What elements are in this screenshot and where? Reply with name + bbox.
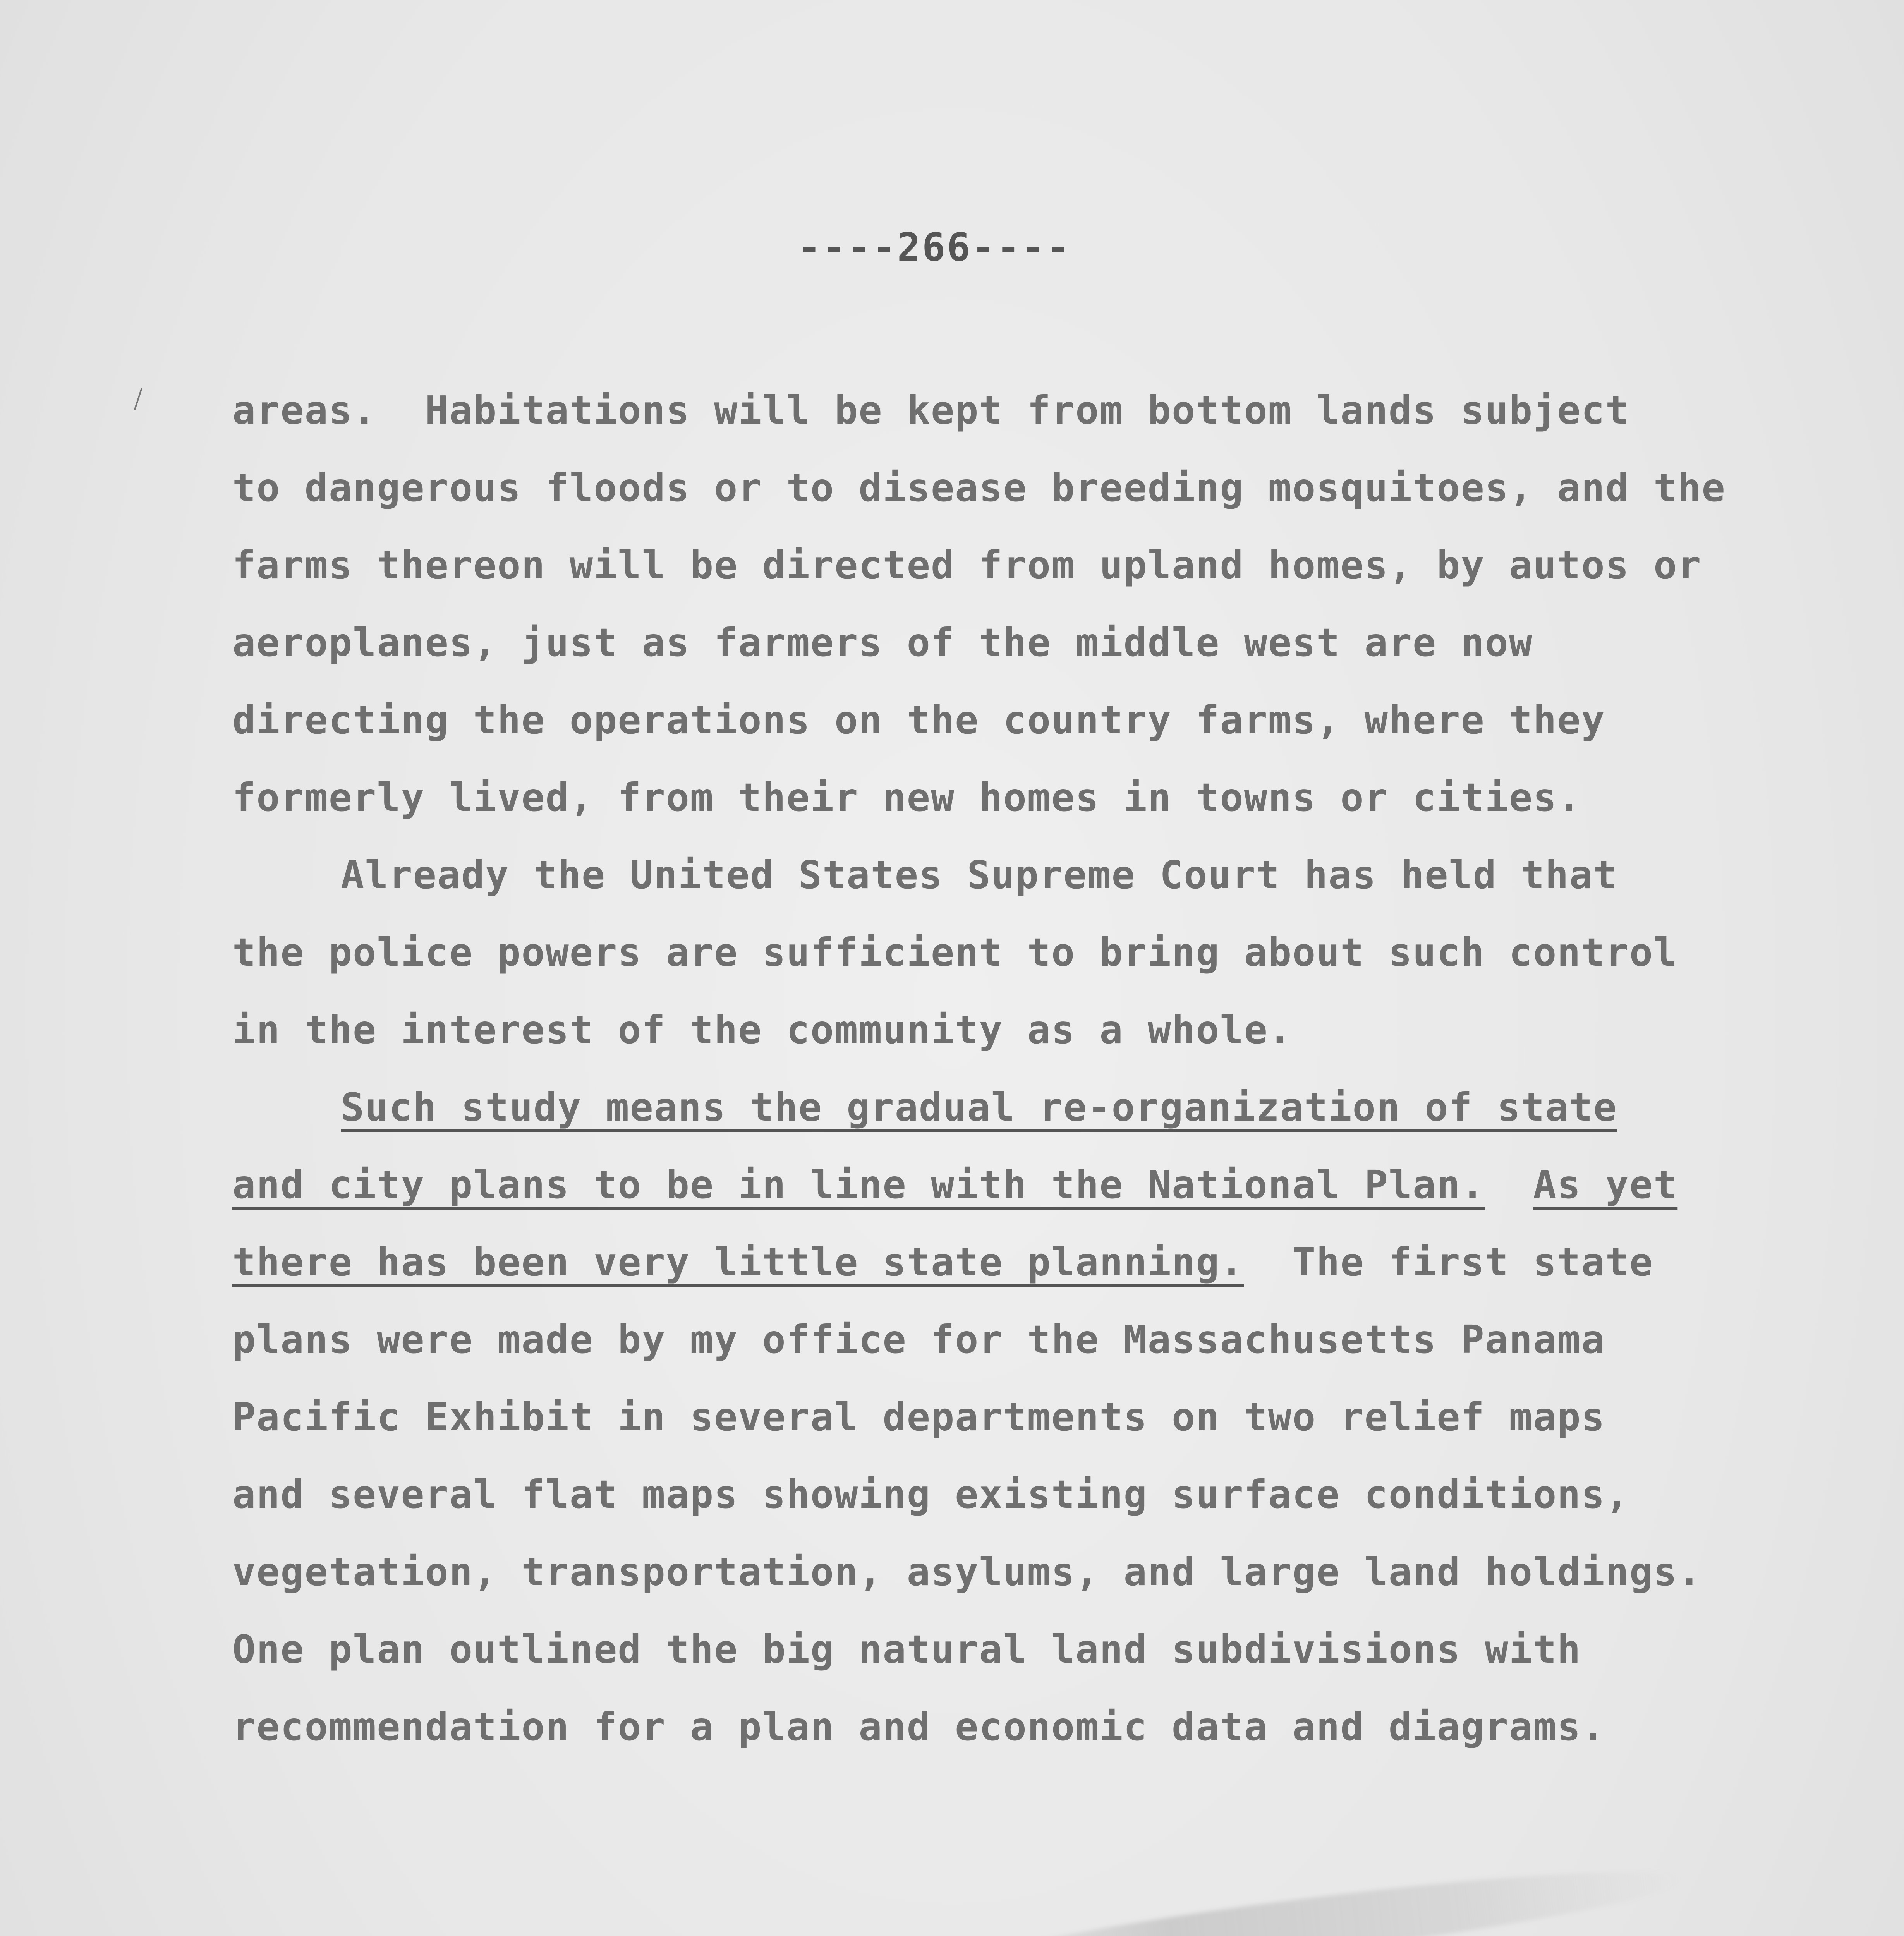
text-line: aeroplanes, just as farmers of the middle west are now <box>232 620 1533 665</box>
text-line-underlined <box>232 1224 1704 1301</box>
text-line: Already the United States Supreme Court has held that <box>341 852 1617 898</box>
paper-smudge <box>948 1853 1685 1936</box>
underlined-text: As yet <box>1533 1162 1678 1207</box>
text-line: farms thereon will be directed from upland homes, by autos or <box>232 542 1702 588</box>
text-line: and several flat maps showing existing surface conditions, <box>232 1472 1629 1517</box>
paragraph-3 <box>232 1069 1704 1766</box>
document-body <box>232 372 1726 1766</box>
margin-pencil-mark <box>134 388 142 410</box>
text-line: the police powers are sufficient to bring about such control <box>232 930 1678 975</box>
text-line: plans were made by my office for the Massachusetts Panama <box>232 1317 1605 1362</box>
underlined-text: there has been very little state planning. <box>232 1239 1244 1285</box>
paragraph-1 <box>232 372 1726 836</box>
text-line: in the interest of the community as a whole. <box>232 1007 1293 1052</box>
text-line-underlined <box>232 1146 1704 1224</box>
underlined-text: Such study means the gradual re-organization of state <box>341 1085 1617 1130</box>
text-line: recommendation for a plan and economic data and diagrams. <box>232 1704 1605 1749</box>
text-line: vegetation, transportation, asylums, and large land holdings. <box>232 1549 1702 1594</box>
underlined-text: and city plans to be in line with the National Plan. <box>232 1162 1485 1207</box>
text-line: directing the operations on the country farms, where they <box>232 697 1605 743</box>
text-line: formerly lived, from their new homes in towns or cities. <box>232 775 1581 820</box>
text-line: areas. Habitations will be kept from bottom lands subject <box>232 388 1629 433</box>
paragraph-2 <box>232 836 1704 1069</box>
text-fragment: The first state <box>1292 1239 1654 1285</box>
text-line-underlined <box>232 1069 1704 1146</box>
text-line: to dangerous floods or to disease breeding mosquitoes, and the <box>232 465 1726 510</box>
text-line: Pacific Exhibit in several departments on two relief maps <box>232 1394 1605 1440</box>
page-number: ----266---- <box>798 225 1071 270</box>
text-line: One plan outlined the big natural land subdivisions with <box>232 1627 1581 1672</box>
